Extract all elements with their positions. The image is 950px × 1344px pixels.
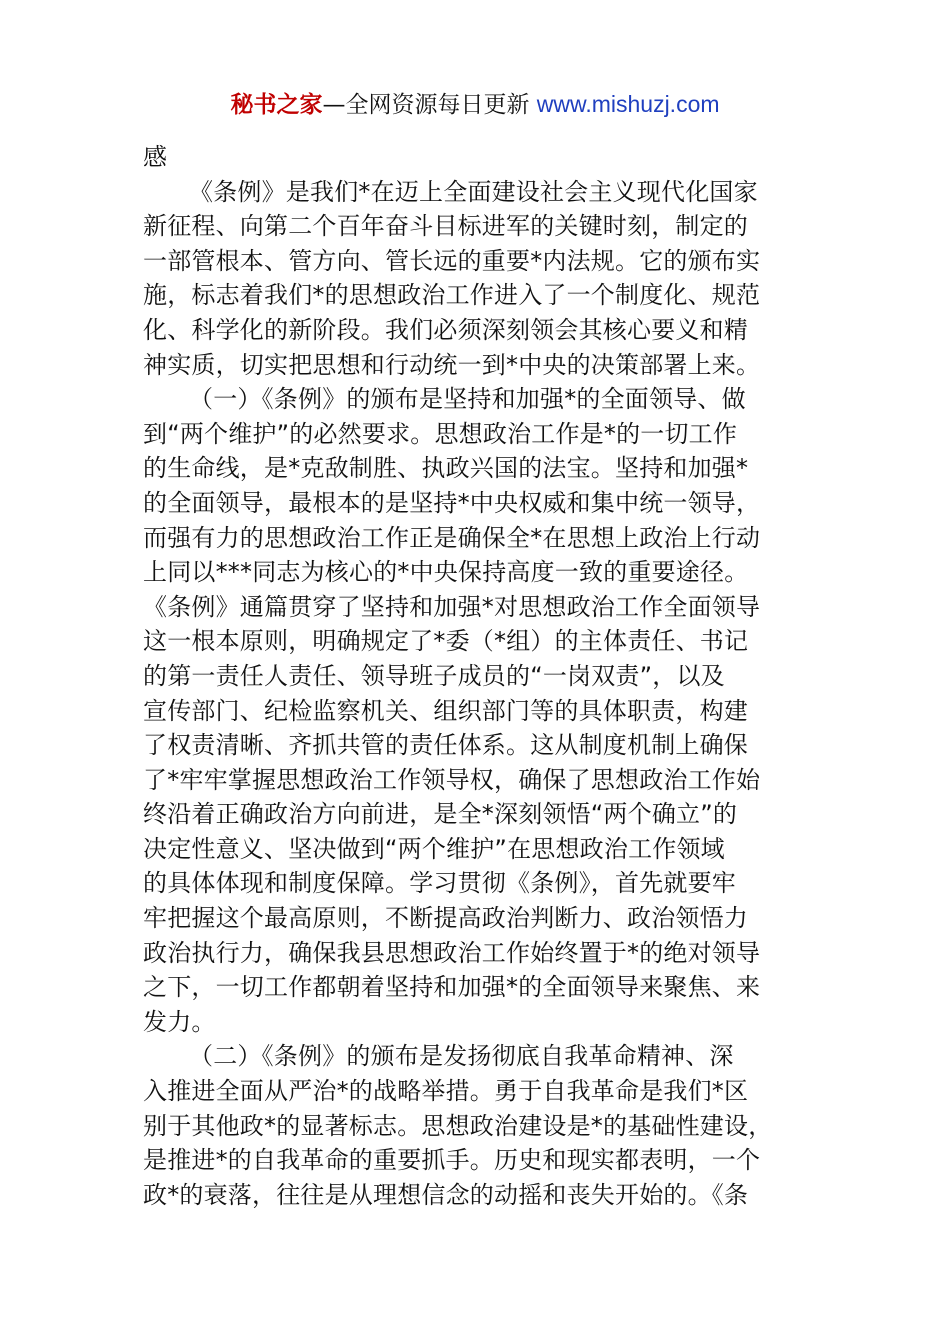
text-line: 之下，一切工作都朝着坚持和加强*的全面领导来聚焦、来 [143, 973, 761, 1002]
text-line: 宣传部门、纪检监察机关、组织部门等的具体职责，构建 [143, 696, 748, 725]
paragraph-start-line: 《条例》是我们*在迈上全面建设社会主义现代化国家 [189, 177, 758, 206]
text-line: 入推进全面从严治*的战略举措。勇于自我革命是我们*区 [143, 1077, 749, 1106]
text-line: 终沿着正确政治方向前进，是全*深刻领悟“两个确立”的 [143, 800, 738, 829]
text-line: 了*牢牢掌握思想政治工作领导权，确保了思想政治工作始 [143, 765, 761, 794]
text-line: 上同以***同志为核心的*中央保持高度一致的重要途径。 [143, 558, 749, 587]
text-line: 《条例》通篇贯穿了坚持和加强*对思想政治工作全面领导 [143, 592, 761, 621]
text-line: 的具体体现和制度保障。学习贯彻《条例》，首先就要牢 [143, 869, 736, 898]
text-line: 是推进*的自我革命的重要抓手。历史和现实都表明，一个 [143, 1146, 761, 1175]
text-line: 牢把握这个最高原则，不断提高政治判断力、政治领悟力 [143, 904, 748, 933]
section-heading-line: （二）《条例》的颁布是发扬彻底自我革命精神、深 [189, 1042, 734, 1071]
header-tagline: 全网资源每日更新 [345, 92, 537, 118]
text-line: 政*的衰落，往往是从理想信念的动摇和丧失开始的。《条 [143, 1180, 749, 1209]
text-line: 的生命线，是*克敌制胜、执政兴国的法宝。坚持和加强* [143, 454, 749, 483]
text-line: 化、科学化的新阶段。我们必须深刻领会其核心要义和精 [143, 315, 748, 344]
text-line: 这一根本原则，明确规定了*委（*组）的主体责任、书记 [143, 627, 749, 656]
text-line: 新征程、向第二个百年奋斗目标进军的关键时刻，制定的 [143, 212, 748, 241]
header-dash: — [322, 92, 346, 118]
document-body [143, 140, 807, 1212]
text-line: 决定性意义、坚决做到“两个维护”在思想政治工作领域 [143, 834, 725, 863]
site-url-link[interactable]: www.mishuzj.com [536, 91, 720, 117]
site-header [0, 88, 950, 121]
text-line: 而强有力的思想政治工作正是确保全*在思想上政治上行动 [143, 523, 761, 552]
text-line: 的第一责任人责任、领导班子成员的“一岗双责”，以及 [143, 661, 725, 690]
text-line: 到“两个维护”的必然要求。思想政治工作是*的一切工作 [143, 419, 738, 448]
text-line: 了权责清晰、齐抓共管的责任体系。这从制度机制上确保 [143, 731, 748, 760]
section-heading-line: （一）《条例》的颁布是坚持和加强*的全面领导、做 [189, 385, 746, 414]
text-line: 感 [143, 143, 168, 171]
text-line: 施，标志着我们*的思想政治工作进入了一个制度化、规范 [143, 281, 761, 310]
text-line: 神实质，切实把思想和行动统一到*中央的决策部署上来。 [143, 350, 761, 379]
text-line: 一部管根本、管方向、管长远的重要*内法规。它的颁布实 [143, 246, 761, 275]
site-brand: 秘书之家 [230, 92, 323, 118]
text-line: 政治执行力，确保我县思想政治工作始终置于*的绝对领导 [143, 938, 761, 967]
text-line: 发力。 [143, 1007, 216, 1036]
text-line: 的全面领导，最根本的是坚持*中央权威和集中统一领导， [143, 488, 761, 517]
text-line: 别于其他政*的显著标志。思想政治建设是*的基础性建设， [143, 1111, 773, 1140]
